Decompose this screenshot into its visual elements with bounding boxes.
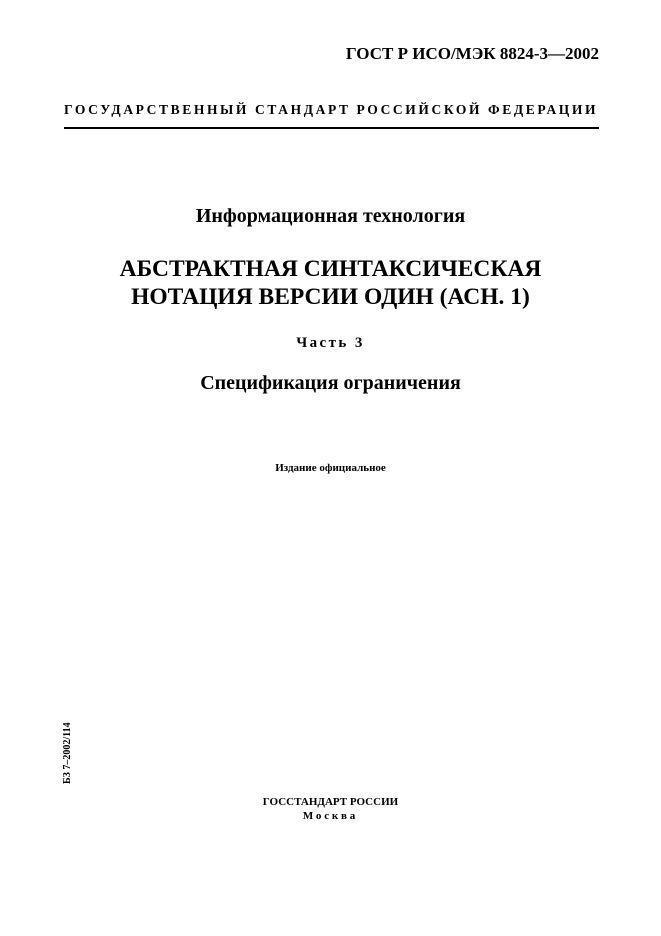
main-title-line-2: НОТАЦИЯ ВЕРСИИ ОДИН (АСН. 1) (131, 284, 530, 310)
document-subtitle: Спецификация ограничения (200, 372, 461, 394)
official-edition-label: Издание официальное (275, 462, 386, 474)
publisher-block (0, 795, 661, 823)
document-code: ГОСТ Р ИСО/МЭК 8824-3—2002 (345, 44, 599, 63)
part-label: Часть 3 (296, 335, 365, 351)
publisher-city: Москва (302, 810, 359, 822)
main-title (0, 255, 661, 311)
header-divider (64, 127, 599, 129)
main-title-line-1: АБСТРАКТНАЯ СИНТАКСИЧЕСКАЯ (119, 256, 542, 282)
publisher-name: ГОССТАНДАРТ РОССИИ (262, 796, 399, 808)
document-domain-title: Информационная технология (195, 205, 466, 227)
side-catalog-code: БЗ 7–2002/114 (62, 722, 73, 784)
state-standard-heading: ГОСУДАРСТВЕННЫЙ СТАНДАРТ РОССИЙСКОЙ ФЕДЕРАЦИИ (64, 102, 599, 117)
